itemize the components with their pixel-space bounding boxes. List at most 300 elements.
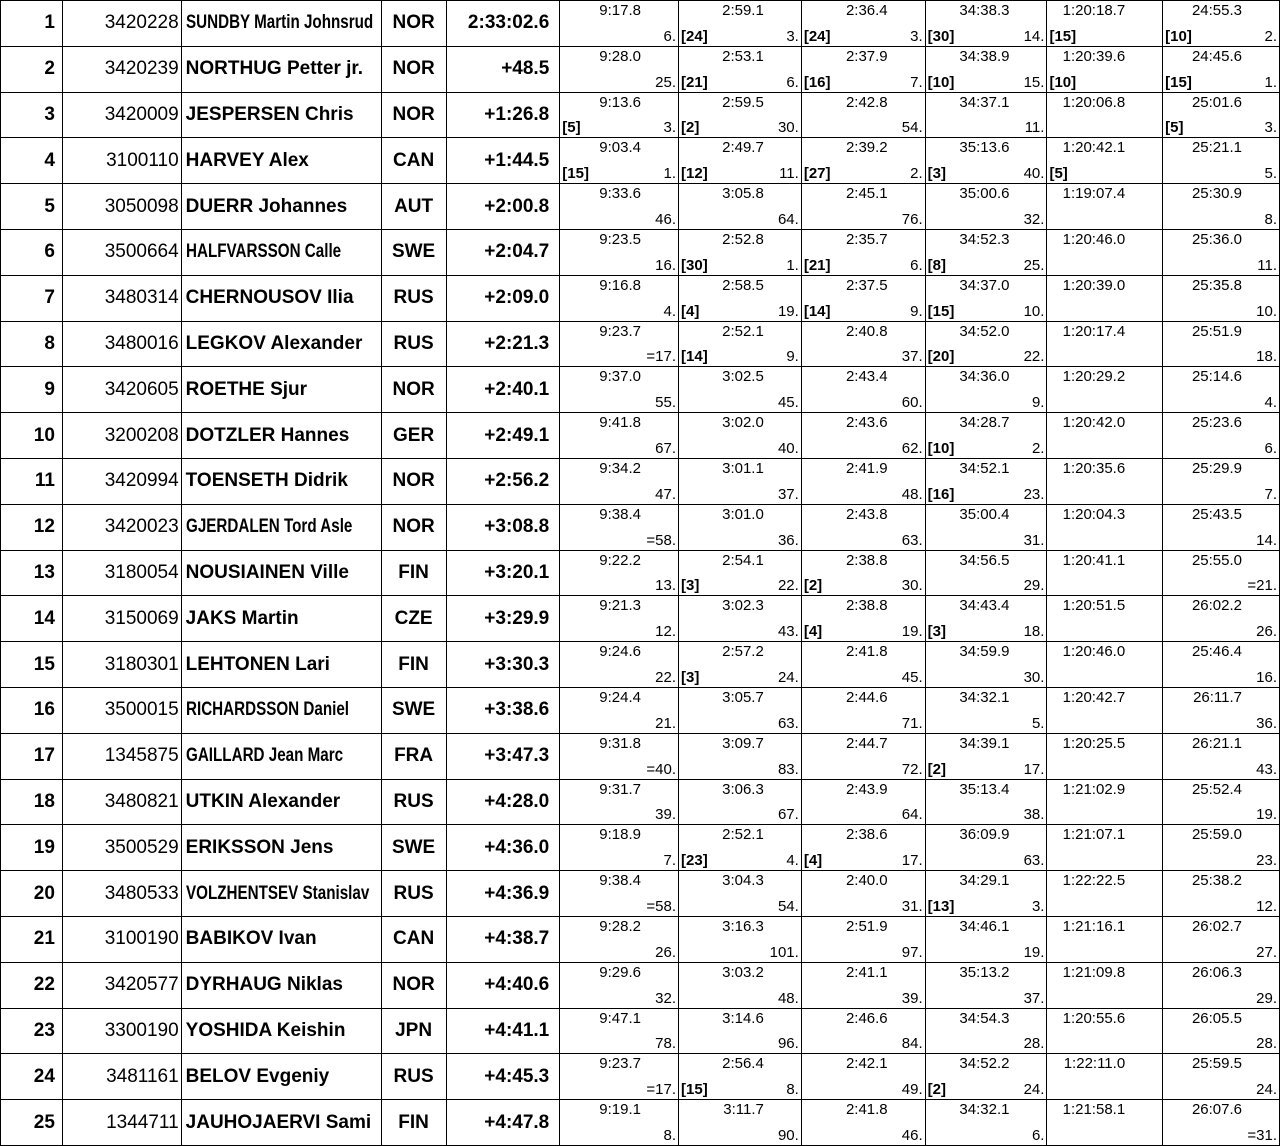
split-rank: 101. [769,943,799,961]
split-rank: 31. [901,897,923,915]
split-rank: 5. [1031,714,1045,732]
split-1-cell [560,733,679,779]
split-4-cell [925,321,1047,367]
split-5-cell [1047,184,1163,230]
split-time: 25:46.4 [1191,643,1242,661]
split-rank: 24. [1256,1081,1277,1099]
split-5-cell [1047,275,1163,321]
split-4-cell [925,733,1047,779]
split-4-cell [925,1054,1047,1100]
split-time: 1:20:04.3 [1062,505,1126,523]
finish-time-cell [446,184,560,230]
split-rank: 24. [777,668,799,686]
split-time: 1:20:42.0 [1062,414,1126,432]
split-rank: 16. [1256,668,1277,686]
split-4-cell [925,550,1047,596]
split-rank: =17. [646,1081,677,1099]
split-6-cell [1163,138,1280,184]
table-row [1,413,1280,459]
split-time: 26:02.2 [1191,597,1242,615]
split-1-cell [560,871,679,917]
split-time: 3:02.3 [722,597,764,615]
nation-cell-text: NOR [392,103,435,125]
split-5-cell [1047,138,1163,184]
split-1-cell [560,138,679,184]
bonus-seconds: [30] [927,27,955,45]
split-time: 2:46.6 [845,1009,888,1027]
split-6-cell [1163,825,1280,871]
split-rank: 3. [786,27,799,45]
bonus-seconds: [21] [803,256,831,274]
split-time: 3:09.7 [722,734,764,752]
split-5-cell [1047,1054,1163,1100]
split-time: 2:53.1 [722,47,764,65]
athlete-name-cell-text: LEHTONEN Lari [185,653,330,675]
split-time: 9:37.0 [599,368,642,386]
split-time: 2:57.2 [722,643,764,661]
fis-code-cell [62,1,181,47]
split-rank: 22. [777,577,799,595]
split-rank: 4. [786,852,799,870]
athlete-name-cell [181,413,381,459]
fis-code-cell-text: 3050098 [104,195,179,217]
split-rank: 6. [1031,1126,1045,1144]
finish-time-cell-text: +4:41.1 [484,1019,550,1041]
split-2-cell [679,642,802,688]
split-rank: 22. [655,668,677,686]
bonus-seconds: [15] [681,1081,708,1099]
split-3-cell [801,92,925,138]
split-2-cell [679,1008,802,1054]
split-rank: 31. [1023,531,1045,549]
split-6-cell [1163,1,1280,47]
bonus-seconds: [24] [803,27,831,45]
split-time: 2:38.8 [845,597,888,615]
split-time: 1:20:39.0 [1062,276,1126,294]
split-time: 2:42.8 [845,93,888,111]
fis-code-cell-text: 3500529 [104,836,179,858]
split-time: 26:02.7 [1191,917,1242,935]
split-rank: 72. [901,760,923,778]
table-row [1,825,1280,871]
split-rank: 26. [1256,623,1277,641]
split-time: 2:43.4 [845,368,888,386]
split-6-cell [1163,596,1280,642]
split-time: 9:18.9 [599,826,642,844]
bonus-seconds: [8] [927,256,946,274]
split-rank: 25. [1023,256,1045,274]
split-rank: 83. [777,760,799,778]
split-2-cell [679,1,802,47]
split-time: 3:16.3 [722,917,764,935]
split-5-cell [1047,596,1163,642]
rank-cell-text: 19 [33,836,55,858]
split-2-cell [679,504,802,550]
split-time: 26:05.5 [1191,1009,1242,1027]
split-3-cell [801,367,925,413]
split-time: 3:02.0 [722,414,764,432]
split-rank: 7. [910,73,923,91]
nation-cell [381,687,446,733]
athlete-name-cell [181,596,381,642]
split-time: 9:16.8 [599,276,642,294]
split-6-cell [1163,687,1280,733]
athlete-name-cell-text: NORTHUG Petter jr. [185,58,364,80]
fis-code-cell [62,1100,181,1146]
split-3-cell [801,596,925,642]
split-6-cell [1163,779,1280,825]
split-time: 2:52.1 [722,826,764,844]
split-3-cell [801,413,925,459]
table-row [1,229,1280,275]
split-2-cell [679,46,802,92]
split-rank: 60. [901,394,923,412]
split-4-cell [925,596,1047,642]
finish-time-cell [446,962,560,1008]
split-5-cell [1047,458,1163,504]
nation-cell [381,321,446,367]
bonus-seconds: [3] [681,668,700,686]
fis-code-cell [62,916,181,962]
split-2-cell [679,779,802,825]
split-rank: 6. [663,27,677,45]
split-rank: 76. [901,210,923,228]
bonus-seconds: [14] [681,348,708,366]
split-time: 2:52.1 [722,322,764,340]
bonus-seconds: [5] [562,119,581,137]
table-row [1,1054,1280,1100]
nation-cell-text: RUS [393,790,434,812]
split-rank: 40. [777,439,799,457]
split-rank: 4. [1264,394,1277,412]
nation-cell [381,550,446,596]
split-time: 2:49.7 [722,139,764,157]
bonus-seconds: [15] [1165,73,1192,91]
rank-cell-text: 1 [44,12,55,34]
split-1-cell [560,779,679,825]
split-5-cell [1047,92,1163,138]
split-time: 1:20:17.4 [1062,322,1126,340]
bonus-seconds: [21] [681,73,708,91]
finish-time-cell-text: +48.5 [501,58,550,80]
split-time: 9:24.6 [599,643,642,661]
rank-cell-text: 4 [44,149,55,171]
finish-time-cell [446,871,560,917]
split-time: 34:28.7 [959,414,1010,432]
split-6-cell [1163,916,1280,962]
fis-code-cell [62,779,181,825]
table-row [1,275,1280,321]
table-row [1,596,1280,642]
rank-cell-text: 14 [33,607,55,629]
finish-time-cell [446,46,560,92]
split-rank: 36. [777,531,799,549]
split-rank: 30. [777,119,799,137]
athlete-name-cell-text: JESPERSEN Chris [185,103,354,125]
athlete-name-cell [181,367,381,413]
split-3-cell [801,504,925,550]
athlete-name-cell-text: YOSHIDA Keishin [185,1019,346,1041]
athlete-name-cell [181,1100,381,1146]
split-rank: 63. [777,714,799,732]
split-time: 2:59.5 [722,93,764,111]
athlete-name-cell [181,275,381,321]
table-row [1,916,1280,962]
nation-cell-text: NOR [392,516,435,538]
split-time: 9:38.4 [599,505,642,523]
athlete-name-cell [181,504,381,550]
split-time: 9:34.2 [599,459,642,477]
fis-code-cell-text: 3420994 [104,470,179,492]
finish-time-cell [446,642,560,688]
finish-time-cell-text: +3:20.1 [484,561,550,583]
bonus-seconds: [10] [927,73,955,91]
fis-code-cell-text: 3500664 [104,241,179,263]
split-rank: 36. [1256,714,1277,732]
split-3-cell [801,687,925,733]
athlete-name-cell-text: DOTZLER Hannes [185,424,350,446]
split-3-cell [801,1,925,47]
fis-code-cell [62,367,181,413]
split-time: 25:38.2 [1191,872,1242,890]
split-rank: 1. [1264,73,1277,91]
split-rank: 19. [901,623,923,641]
rank-cell [1,779,63,825]
athlete-name-cell-text: GAILLARD Jean Marc [185,745,343,767]
table-row [1,184,1280,230]
split-time: 1:20:41.1 [1062,551,1126,569]
finish-time-cell-text: +1:44.5 [484,149,550,171]
nation-cell-text: FIN [398,653,429,675]
split-time: 34:52.0 [959,322,1010,340]
split-time: 3:01.0 [722,505,764,523]
split-2-cell [679,321,802,367]
split-5-cell [1047,687,1163,733]
split-time: 9:19.1 [599,1101,642,1119]
split-rank: =31. [1247,1126,1277,1144]
nation-cell-text: CAN [393,928,435,950]
finish-time-cell-text: +2:00.8 [484,195,550,217]
split-6-cell [1163,550,1280,596]
split-time: 36:09.9 [959,826,1010,844]
split-time: 34:32.1 [959,1101,1010,1119]
split-5-cell [1047,825,1163,871]
split-5-cell [1047,962,1163,1008]
split-time: 1:20:42.1 [1062,139,1126,157]
split-2-cell [679,1054,802,1100]
split-rank: 9. [786,348,799,366]
split-3-cell [801,184,925,230]
finish-time-cell [446,1,560,47]
split-6-cell [1163,458,1280,504]
rank-cell [1,825,63,871]
fis-code-cell-text: 3180054 [104,561,179,583]
bonus-seconds: [15] [1049,27,1077,45]
split-time: 25:30.9 [1191,185,1242,203]
split-time: 9:33.6 [599,185,642,203]
rank-cell-text: 3 [44,103,55,125]
finish-time-cell [446,138,560,184]
rank-cell-text: 24 [33,1065,55,1087]
split-time: 1:20:51.5 [1062,597,1126,615]
split-rank: 54. [901,119,923,137]
split-time: 2:35.7 [845,230,888,248]
split-time: 9:17.8 [599,2,642,19]
split-time: 34:37.1 [959,93,1010,111]
fis-code-cell-text: 3100190 [104,928,179,950]
split-rank: 2. [1264,27,1277,45]
split-6-cell [1163,413,1280,459]
split-time: 25:01.6 [1191,93,1242,111]
rank-cell [1,733,63,779]
split-3-cell [801,458,925,504]
split-4-cell [925,779,1047,825]
split-rank: 67. [655,439,677,457]
split-rank: 8. [786,1081,799,1099]
finish-time-cell [446,825,560,871]
split-time: 9:31.7 [599,780,642,798]
fis-code-cell [62,596,181,642]
split-2-cell [679,687,802,733]
nation-cell [381,413,446,459]
split-time: 1:20:39.6 [1062,47,1126,65]
split-rank: 37. [777,485,799,503]
split-1-cell [560,184,679,230]
split-5-cell [1047,1008,1163,1054]
split-time: 25:52.4 [1191,780,1242,798]
rank-cell-text: 2 [44,58,55,80]
split-time: 2:45.1 [845,185,888,203]
split-4-cell [925,1008,1047,1054]
athlete-name-cell [181,92,381,138]
split-time: 34:59.9 [959,643,1010,661]
split-time: 1:19:07.4 [1062,185,1126,203]
split-rank: 37. [901,348,923,366]
split-time: 34:29.1 [959,872,1010,890]
split-4-cell [925,1100,1047,1146]
split-time: 9:23.7 [599,1055,642,1073]
split-time: 35:00.4 [959,505,1010,523]
athlete-name-cell [181,550,381,596]
rank-cell [1,642,63,688]
fis-code-cell [62,229,181,275]
split-1-cell [560,1054,679,1100]
split-time: 9:31.8 [599,734,642,752]
split-rank: 4. [663,302,677,320]
split-6-cell [1163,504,1280,550]
nation-cell-text: NOR [392,12,435,34]
split-time: 25:59.5 [1191,1055,1242,1073]
split-2-cell [679,92,802,138]
split-rank: 64. [777,210,799,228]
split-rank: 43. [1256,760,1277,778]
rank-cell-text: 5 [44,195,55,217]
split-time: 1:20:29.2 [1062,368,1126,386]
split-time: 2:41.9 [845,459,888,477]
split-rank: 7. [663,852,677,870]
rank-cell-text: 6 [44,241,55,263]
finish-time-cell-text: +2:04.7 [484,241,550,263]
split-4-cell [925,687,1047,733]
table-row [1,1100,1280,1146]
split-4-cell [925,962,1047,1008]
nation-cell-text: CAN [393,149,435,171]
fis-code-cell-text: 3481161 [106,1065,179,1087]
rank-cell-text: 12 [33,516,55,538]
split-rank: 63. [901,531,923,549]
split-5-cell [1047,46,1163,92]
split-6-cell [1163,184,1280,230]
finish-time-cell [446,687,560,733]
split-rank: 39. [901,989,923,1007]
split-2-cell [679,367,802,413]
rank-cell-text: 15 [33,653,55,675]
finish-time-cell-text: +2:49.1 [484,424,550,446]
split-time: 24:45.6 [1191,47,1242,65]
split-time: 1:20:18.7 [1062,2,1126,19]
split-6-cell [1163,92,1280,138]
rank-cell-text: 22 [33,974,55,996]
split-rank: 5. [1264,165,1277,183]
table-row [1,962,1280,1008]
finish-time-cell [446,92,560,138]
athlete-name-cell [181,1054,381,1100]
split-time: 1:21:02.9 [1062,780,1126,798]
split-rank: 12. [655,623,677,641]
split-rank: =40. [646,760,677,778]
athlete-name-cell-text: HALFVARSSON Calle [185,241,341,263]
finish-time-cell-text: +2:21.3 [484,332,550,354]
split-time: 25:21.1 [1191,139,1242,157]
table-row [1,642,1280,688]
split-4-cell [925,413,1047,459]
bonus-seconds: [15] [562,165,589,183]
fis-code-cell-text: 3480016 [104,332,179,354]
fis-code-cell [62,687,181,733]
split-time: 34:52.1 [959,459,1010,477]
table-row [1,1,1280,47]
split-rank: 47. [655,485,677,503]
split-6-cell [1163,1008,1280,1054]
split-6-cell [1163,46,1280,92]
athlete-name-cell-text: SUNDBY Martin Johnsrud [185,12,373,34]
split-time: 3:05.7 [722,688,764,706]
table-row [1,92,1280,138]
athlete-name-cell-text: NOUSIAINEN Ville [185,561,349,583]
split-time: 34:38.3 [959,2,1010,19]
nation-cell [381,46,446,92]
nation-cell-text: NOR [392,378,435,400]
rank-cell [1,275,63,321]
fis-code-cell-text: 1344711 [106,1111,179,1133]
split-rank: 64. [901,806,923,824]
nation-cell [381,92,446,138]
rank-cell [1,550,63,596]
finish-time-cell [446,413,560,459]
split-time: 34:54.3 [959,1009,1010,1027]
split-time: 2:39.2 [845,139,888,157]
split-rank: 3. [1264,119,1277,137]
split-2-cell [679,229,802,275]
bonus-seconds: [16] [803,73,831,91]
split-rank: 49. [901,1081,923,1099]
split-time: 26:11.7 [1193,688,1242,706]
fis-code-cell-text: 3420009 [104,103,179,125]
table-row [1,138,1280,184]
bonus-seconds: [30] [681,256,708,274]
rank-cell-text: 23 [33,1019,55,1041]
athlete-name-cell-text: BABIKOV Ivan [185,928,317,950]
